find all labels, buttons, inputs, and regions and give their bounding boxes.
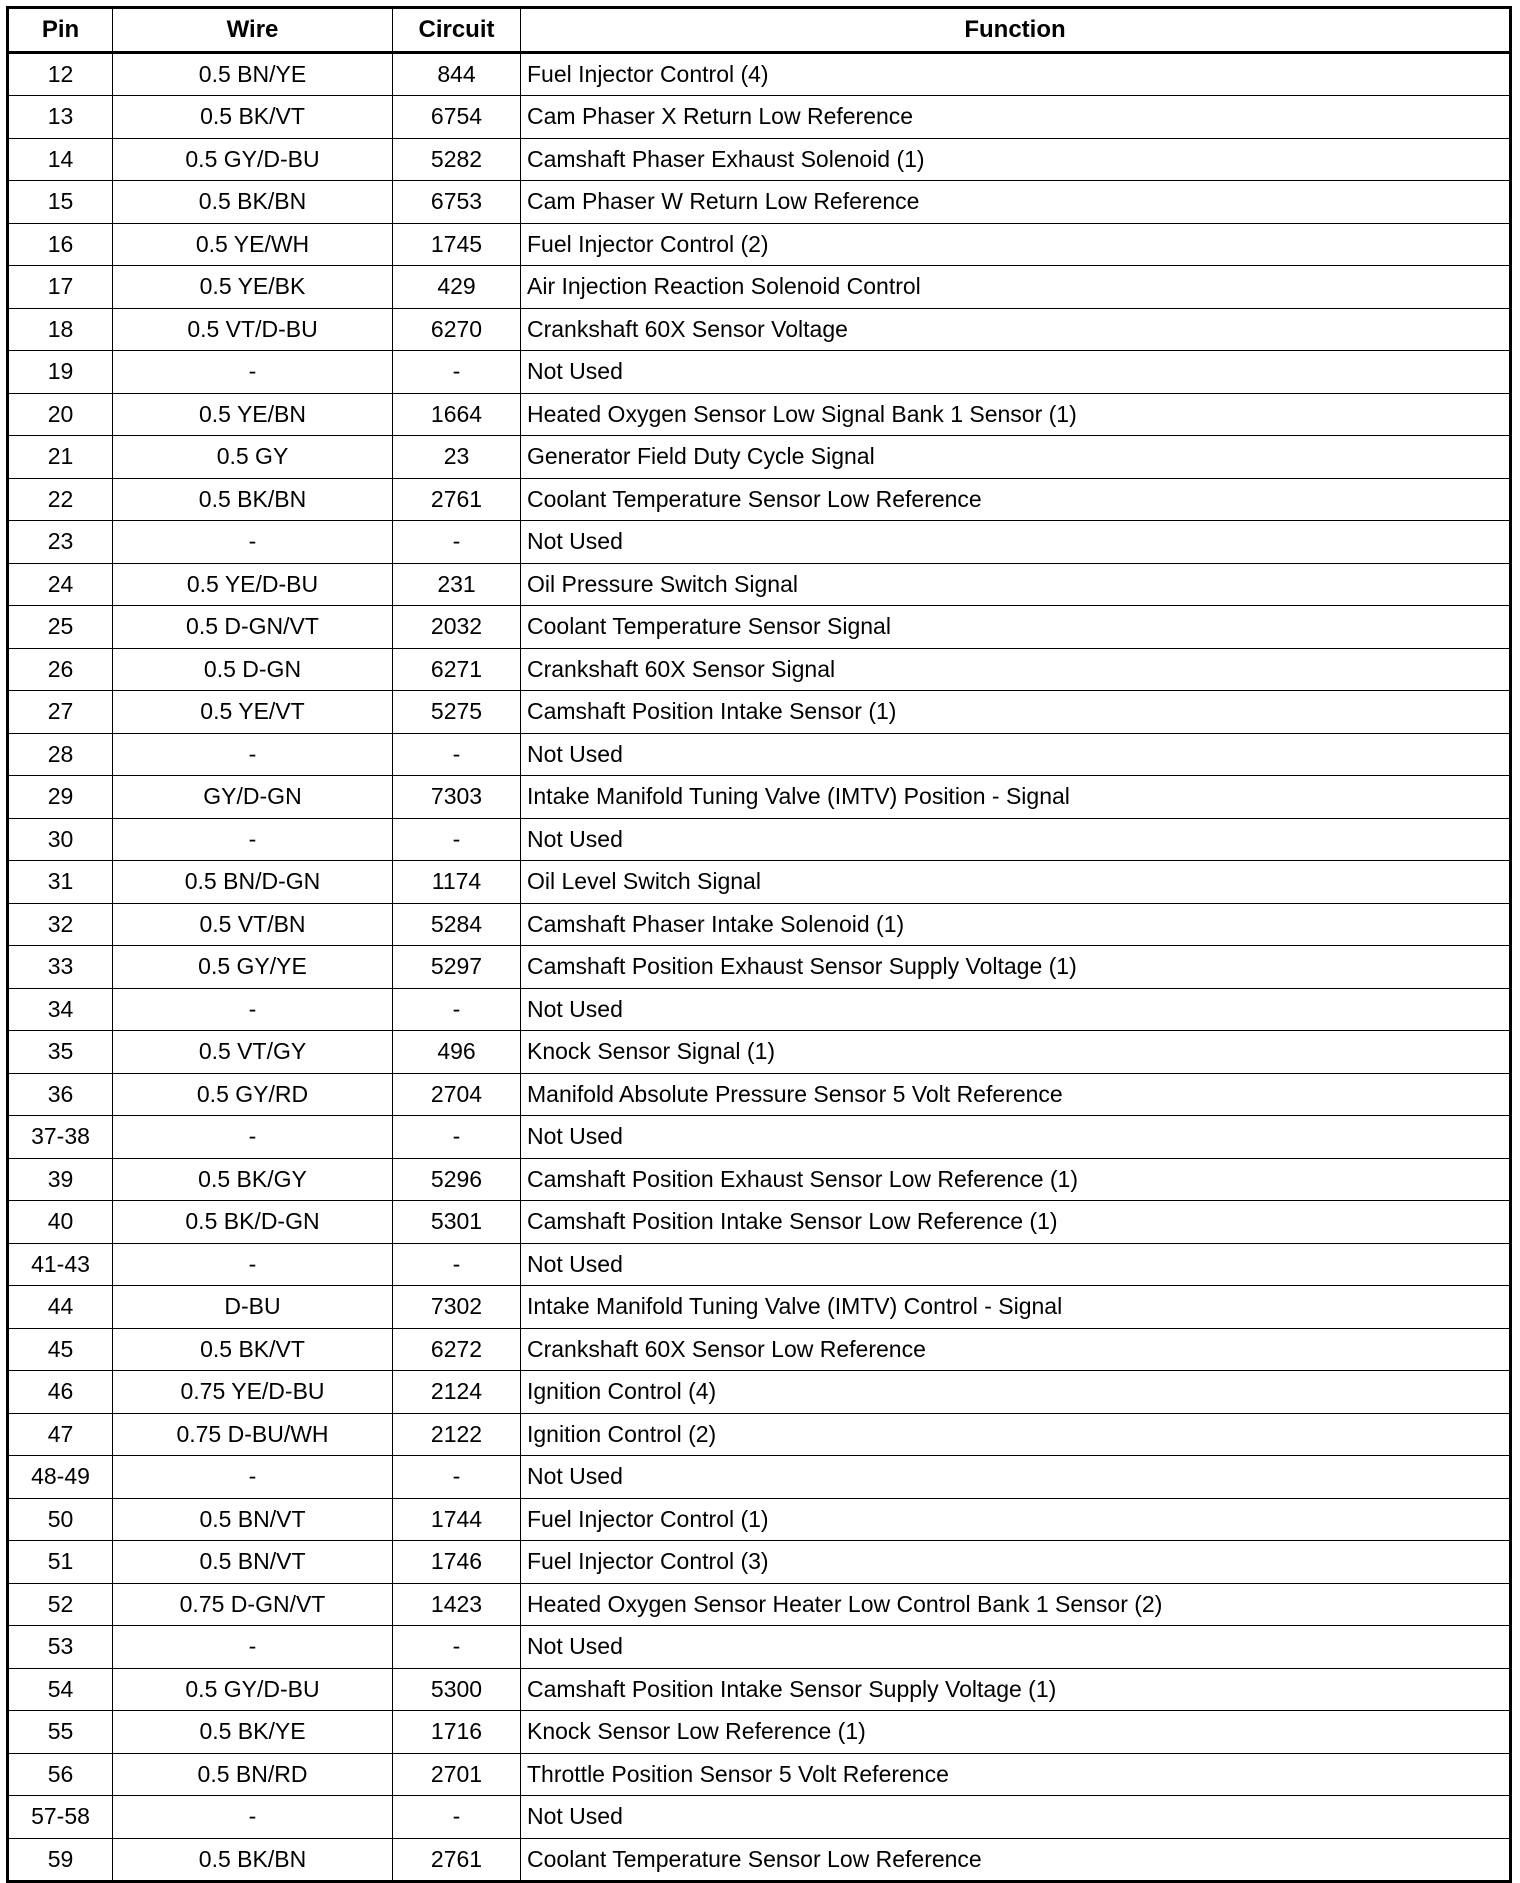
cell-pin: 13 xyxy=(8,96,113,139)
cell-function: Not Used xyxy=(521,733,1511,776)
cell-circuit: 1745 xyxy=(393,223,521,266)
cell-wire: 0.5 GY/D-BU xyxy=(113,1668,393,1711)
cell-function: Camshaft Phaser Intake Solenoid (1) xyxy=(521,903,1511,946)
cell-circuit: 23 xyxy=(393,436,521,479)
cell-function: Not Used xyxy=(521,1456,1511,1499)
table-row xyxy=(8,266,1511,309)
cell-wire: 0.5 GY/YE xyxy=(113,946,393,989)
cell-wire: 0.5 GY/RD xyxy=(113,1073,393,1116)
cell-circuit: 1664 xyxy=(393,393,521,436)
table-row xyxy=(8,606,1511,649)
connector-pinout-table xyxy=(6,6,1512,1883)
cell-pin: 45 xyxy=(8,1328,113,1371)
cell-function: Oil Level Switch Signal xyxy=(521,861,1511,904)
cell-function: Knock Sensor Low Reference (1) xyxy=(521,1711,1511,1754)
pinout-table-container xyxy=(6,6,1512,1883)
table-row xyxy=(8,351,1511,394)
cell-circuit: - xyxy=(393,1626,521,1669)
cell-circuit: 6272 xyxy=(393,1328,521,1371)
cell-wire: - xyxy=(113,988,393,1031)
cell-wire: 0.5 YE/VT xyxy=(113,691,393,734)
cell-pin: 46 xyxy=(8,1371,113,1414)
table-row xyxy=(8,52,1511,96)
cell-wire: 0.5 BN/VT xyxy=(113,1541,393,1584)
cell-function: Intake Manifold Tuning Valve (IMTV) Position - Signal xyxy=(521,776,1511,819)
table-row xyxy=(8,1073,1511,1116)
cell-pin: 57-58 xyxy=(8,1796,113,1839)
cell-pin: 24 xyxy=(8,563,113,606)
cell-circuit: 5282 xyxy=(393,138,521,181)
cell-function: Not Used xyxy=(521,1243,1511,1286)
cell-wire: 0.5 VT/GY xyxy=(113,1031,393,1074)
cell-wire: 0.5 YE/D-BU xyxy=(113,563,393,606)
cell-wire: 0.5 YE/WH xyxy=(113,223,393,266)
cell-circuit: - xyxy=(393,1116,521,1159)
table-row xyxy=(8,1668,1511,1711)
cell-function: Cam Phaser W Return Low Reference xyxy=(521,181,1511,224)
cell-function: Fuel Injector Control (1) xyxy=(521,1498,1511,1541)
header-row xyxy=(8,8,1511,53)
cell-wire: 0.5 YE/BK xyxy=(113,266,393,309)
cell-circuit: 5284 xyxy=(393,903,521,946)
cell-circuit: 6753 xyxy=(393,181,521,224)
cell-wire: 0.5 BN/VT xyxy=(113,1498,393,1541)
cell-wire: - xyxy=(113,1116,393,1159)
cell-circuit: - xyxy=(393,521,521,564)
cell-pin: 55 xyxy=(8,1711,113,1754)
cell-pin: 37-38 xyxy=(8,1116,113,1159)
cell-circuit: 1716 xyxy=(393,1711,521,1754)
cell-pin: 32 xyxy=(8,903,113,946)
table-row xyxy=(8,436,1511,479)
cell-circuit: 429 xyxy=(393,266,521,309)
cell-pin: 56 xyxy=(8,1753,113,1796)
cell-function: Fuel Injector Control (2) xyxy=(521,223,1511,266)
cell-wire: - xyxy=(113,818,393,861)
cell-wire: 0.5 BK/VT xyxy=(113,1328,393,1371)
cell-wire: 0.75 D-GN/VT xyxy=(113,1583,393,1626)
table-row xyxy=(8,521,1511,564)
cell-function: Ignition Control (2) xyxy=(521,1413,1511,1456)
cell-function: Camshaft Phaser Exhaust Solenoid (1) xyxy=(521,138,1511,181)
table-row xyxy=(8,1456,1511,1499)
cell-function: Camshaft Position Intake Sensor Low Reference (1) xyxy=(521,1201,1511,1244)
cell-pin: 53 xyxy=(8,1626,113,1669)
cell-wire: 0.5 BK/VT xyxy=(113,96,393,139)
cell-wire: 0.5 BK/BN xyxy=(113,478,393,521)
cell-pin: 25 xyxy=(8,606,113,649)
cell-wire: 0.5 BK/BN xyxy=(113,1838,393,1882)
cell-function: Fuel Injector Control (3) xyxy=(521,1541,1511,1584)
cell-function: Intake Manifold Tuning Valve (IMTV) Control - Signal xyxy=(521,1286,1511,1329)
table-row xyxy=(8,181,1511,224)
cell-wire: 0.5 GY/D-BU xyxy=(113,138,393,181)
cell-circuit: 5275 xyxy=(393,691,521,734)
table-row xyxy=(8,1711,1511,1754)
cell-pin: 29 xyxy=(8,776,113,819)
cell-circuit: - xyxy=(393,1243,521,1286)
table-row xyxy=(8,478,1511,521)
cell-function: Generator Field Duty Cycle Signal xyxy=(521,436,1511,479)
cell-wire: GY/D-GN xyxy=(113,776,393,819)
table-row xyxy=(8,138,1511,181)
cell-function: Not Used xyxy=(521,1796,1511,1839)
table-row xyxy=(8,1498,1511,1541)
header-function: Function xyxy=(521,8,1511,53)
cell-circuit: - xyxy=(393,818,521,861)
table-row xyxy=(8,1286,1511,1329)
cell-circuit: 6271 xyxy=(393,648,521,691)
table-row xyxy=(8,861,1511,904)
cell-pin: 26 xyxy=(8,648,113,691)
cell-wire: 0.5 D-GN xyxy=(113,648,393,691)
table-row xyxy=(8,691,1511,734)
cell-function: Not Used xyxy=(521,351,1511,394)
table-row xyxy=(8,903,1511,946)
cell-circuit: 844 xyxy=(393,52,521,96)
cell-pin: 59 xyxy=(8,1838,113,1882)
cell-function: Knock Sensor Signal (1) xyxy=(521,1031,1511,1074)
cell-circuit: 2124 xyxy=(393,1371,521,1414)
cell-wire: 0.5 BN/RD xyxy=(113,1753,393,1796)
cell-wire: - xyxy=(113,1626,393,1669)
table-row xyxy=(8,1626,1511,1669)
cell-pin: 23 xyxy=(8,521,113,564)
cell-function: Crankshaft 60X Sensor Voltage xyxy=(521,308,1511,351)
table-row xyxy=(8,1116,1511,1159)
cell-pin: 20 xyxy=(8,393,113,436)
cell-wire: 0.75 YE/D-BU xyxy=(113,1371,393,1414)
cell-function: Oil Pressure Switch Signal xyxy=(521,563,1511,606)
cell-pin: 30 xyxy=(8,818,113,861)
table-row xyxy=(8,1371,1511,1414)
cell-function: Heated Oxygen Sensor Low Signal Bank 1 Sensor (1) xyxy=(521,393,1511,436)
cell-wire: 0.5 BK/D-GN xyxy=(113,1201,393,1244)
cell-function: Heated Oxygen Sensor Heater Low Control Bank 1 Sensor (2) xyxy=(521,1583,1511,1626)
cell-function: Not Used xyxy=(521,1116,1511,1159)
cell-function: Ignition Control (4) xyxy=(521,1371,1511,1414)
cell-wire: - xyxy=(113,1796,393,1839)
cell-wire: 0.5 BK/YE xyxy=(113,1711,393,1754)
cell-pin: 27 xyxy=(8,691,113,734)
cell-circuit: 2701 xyxy=(393,1753,521,1796)
cell-pin: 44 xyxy=(8,1286,113,1329)
table-row xyxy=(8,1158,1511,1201)
cell-circuit: 7303 xyxy=(393,776,521,819)
table-row xyxy=(8,563,1511,606)
cell-wire: - xyxy=(113,1456,393,1499)
cell-pin: 21 xyxy=(8,436,113,479)
cell-function: Not Used xyxy=(521,818,1511,861)
cell-function: Crankshaft 60X Sensor Signal xyxy=(521,648,1511,691)
cell-circuit: - xyxy=(393,351,521,394)
table-row xyxy=(8,733,1511,776)
cell-function: Camshaft Position Intake Sensor (1) xyxy=(521,691,1511,734)
cell-circuit: - xyxy=(393,1456,521,1499)
cell-function: Coolant Temperature Sensor Low Reference xyxy=(521,1838,1511,1882)
cell-circuit: 5301 xyxy=(393,1201,521,1244)
cell-circuit: 1174 xyxy=(393,861,521,904)
cell-pin: 39 xyxy=(8,1158,113,1201)
table-row xyxy=(8,776,1511,819)
cell-wire: 0.5 GY xyxy=(113,436,393,479)
table-row xyxy=(8,393,1511,436)
cell-function: Manifold Absolute Pressure Sensor 5 Volt Reference xyxy=(521,1073,1511,1116)
cell-pin: 12 xyxy=(8,52,113,96)
cell-wire: 0.5 VT/D-BU xyxy=(113,308,393,351)
table-row xyxy=(8,1031,1511,1074)
cell-pin: 50 xyxy=(8,1498,113,1541)
cell-pin: 51 xyxy=(8,1541,113,1584)
table-row xyxy=(8,1201,1511,1244)
cell-function: Camshaft Position Exhaust Sensor Low Reference (1) xyxy=(521,1158,1511,1201)
cell-pin: 19 xyxy=(8,351,113,394)
cell-pin: 33 xyxy=(8,946,113,989)
cell-function: Coolant Temperature Sensor Signal xyxy=(521,606,1511,649)
cell-pin: 14 xyxy=(8,138,113,181)
cell-wire: - xyxy=(113,733,393,776)
table-row xyxy=(8,1838,1511,1882)
cell-pin: 40 xyxy=(8,1201,113,1244)
cell-function: Camshaft Position Exhaust Sensor Supply Voltage (1) xyxy=(521,946,1511,989)
cell-circuit: 7302 xyxy=(393,1286,521,1329)
table-row xyxy=(8,946,1511,989)
cell-circuit: 5297 xyxy=(393,946,521,989)
cell-circuit: 5300 xyxy=(393,1668,521,1711)
table-row xyxy=(8,223,1511,266)
table-header xyxy=(8,8,1511,53)
table-row xyxy=(8,1541,1511,1584)
table-row xyxy=(8,648,1511,691)
cell-wire: 0.5 D-GN/VT xyxy=(113,606,393,649)
cell-function: Cam Phaser X Return Low Reference xyxy=(521,96,1511,139)
cell-pin: 35 xyxy=(8,1031,113,1074)
cell-pin: 34 xyxy=(8,988,113,1031)
cell-pin: 22 xyxy=(8,478,113,521)
cell-circuit: 1423 xyxy=(393,1583,521,1626)
cell-pin: 41-43 xyxy=(8,1243,113,1286)
cell-function: Camshaft Position Intake Sensor Supply Voltage (1) xyxy=(521,1668,1511,1711)
cell-function: Not Used xyxy=(521,1626,1511,1669)
cell-wire: 0.5 YE/BN xyxy=(113,393,393,436)
cell-pin: 48-49 xyxy=(8,1456,113,1499)
table-row xyxy=(8,1413,1511,1456)
table-row xyxy=(8,308,1511,351)
header-pin: Pin xyxy=(8,8,113,53)
table-row xyxy=(8,988,1511,1031)
cell-circuit: - xyxy=(393,988,521,1031)
cell-circuit: 2704 xyxy=(393,1073,521,1116)
cell-pin: 17 xyxy=(8,266,113,309)
cell-pin: 28 xyxy=(8,733,113,776)
table-row xyxy=(8,1328,1511,1371)
cell-circuit: - xyxy=(393,733,521,776)
cell-pin: 47 xyxy=(8,1413,113,1456)
cell-pin: 15 xyxy=(8,181,113,224)
table-body xyxy=(8,52,1511,1882)
table-row xyxy=(8,1753,1511,1796)
cell-circuit: - xyxy=(393,1796,521,1839)
header-wire: Wire xyxy=(113,8,393,53)
cell-circuit: 231 xyxy=(393,563,521,606)
cell-wire: 0.75 D-BU/WH xyxy=(113,1413,393,1456)
cell-wire: - xyxy=(113,1243,393,1286)
header-circuit: Circuit xyxy=(393,8,521,53)
cell-circuit: 5296 xyxy=(393,1158,521,1201)
cell-function: Air Injection Reaction Solenoid Control xyxy=(521,266,1511,309)
table-row xyxy=(8,1243,1511,1286)
cell-wire: D-BU xyxy=(113,1286,393,1329)
table-row xyxy=(8,96,1511,139)
cell-wire: - xyxy=(113,521,393,564)
cell-circuit: 1744 xyxy=(393,1498,521,1541)
cell-circuit: 6754 xyxy=(393,96,521,139)
cell-function: Coolant Temperature Sensor Low Reference xyxy=(521,478,1511,521)
cell-function: Throttle Position Sensor 5 Volt Reference xyxy=(521,1753,1511,1796)
cell-circuit: 2761 xyxy=(393,478,521,521)
cell-wire: 0.5 BN/YE xyxy=(113,52,393,96)
cell-function: Not Used xyxy=(521,988,1511,1031)
cell-pin: 54 xyxy=(8,1668,113,1711)
cell-circuit: 2761 xyxy=(393,1838,521,1882)
cell-wire: - xyxy=(113,351,393,394)
cell-pin: 16 xyxy=(8,223,113,266)
cell-wire: 0.5 VT/BN xyxy=(113,903,393,946)
cell-pin: 52 xyxy=(8,1583,113,1626)
table-row xyxy=(8,1796,1511,1839)
cell-pin: 31 xyxy=(8,861,113,904)
cell-pin: 18 xyxy=(8,308,113,351)
cell-function: Not Used xyxy=(521,521,1511,564)
cell-circuit: 1746 xyxy=(393,1541,521,1584)
cell-function: Crankshaft 60X Sensor Low Reference xyxy=(521,1328,1511,1371)
cell-wire: 0.5 BK/BN xyxy=(113,181,393,224)
table-row xyxy=(8,818,1511,861)
cell-pin: 36 xyxy=(8,1073,113,1116)
cell-circuit: 6270 xyxy=(393,308,521,351)
cell-circuit: 2032 xyxy=(393,606,521,649)
table-row xyxy=(8,1583,1511,1626)
cell-circuit: 2122 xyxy=(393,1413,521,1456)
cell-wire: 0.5 BK/GY xyxy=(113,1158,393,1201)
cell-circuit: 496 xyxy=(393,1031,521,1074)
cell-wire: 0.5 BN/D-GN xyxy=(113,861,393,904)
cell-function: Fuel Injector Control (4) xyxy=(521,52,1511,96)
